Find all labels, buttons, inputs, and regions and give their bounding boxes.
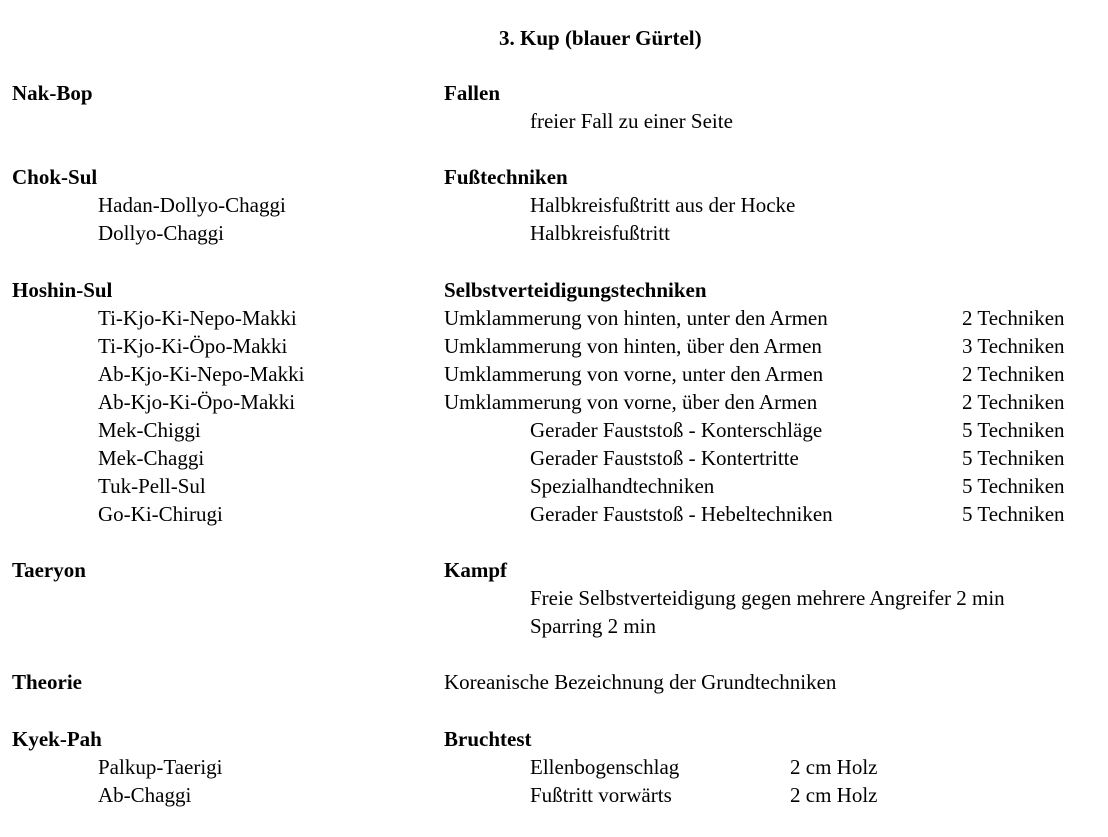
hoshinsul-term: Ab-Kjo-Ki-Nepo-Makki [98, 362, 305, 386]
hoshinsul-count: 2 Techniken [962, 362, 1065, 386]
kyekpah-term: Palkup-Taerigi [98, 755, 223, 779]
bruchtest-amount: 2 cm Holz [790, 783, 878, 807]
section-label-kyekpah: Kyek-Pah [12, 727, 102, 751]
hoshinsul-description: Gerader Fauststoß - Konterschläge [530, 418, 823, 442]
hoshinsul-term: Ab-Kjo-Ki-Öpo-Makki [98, 390, 296, 414]
hoshinsul-count: 5 Techniken [962, 418, 1065, 442]
theorie-text: Koreanische Bezeichnung der Grundtechniken [444, 670, 837, 694]
hoshinsul-term: Go-Ki-Chirugi [98, 502, 223, 526]
section-label-choksul: Chok-Sul [12, 165, 98, 189]
hoshinsul-term: Ti-Kjo-Ki-Öpo-Makki [98, 334, 288, 358]
section-label-nakbop: Nak-Bop [12, 81, 93, 105]
page-title: 3. Kup (blauer Gürtel) [499, 26, 702, 50]
section-label-theorie: Theorie [12, 670, 82, 694]
hoshinsul-description: Umklammerung von hinten, unter den Armen [444, 306, 828, 330]
hoshinsul-count: 3 Techniken [962, 334, 1065, 358]
section-heading-fallen: Fallen [444, 81, 500, 105]
kyekpah-term: Ab-Chaggi [98, 783, 192, 807]
section-heading-fusstechniken: Fußtechniken [444, 165, 568, 189]
choksul-line: Halbkreisfußtritt aus der Hocke [530, 193, 796, 217]
kampf-line: Sparring 2 min [530, 614, 656, 638]
hoshinsul-term: Mek-Chaggi [98, 446, 205, 470]
hoshinsul-description: Umklammerung von vorne, über den Armen [444, 390, 818, 414]
section-heading-selbstverteidigung: Selbstverteidigungstechniken [444, 278, 707, 302]
choksul-line: Halbkreisfußtritt [530, 221, 670, 245]
hoshinsul-description: Gerader Fauststoß - Kontertritte [530, 446, 799, 470]
hoshinsul-description: Gerader Fauststoß - Hebeltechniken [530, 502, 833, 526]
hoshinsul-count: 2 Techniken [962, 390, 1065, 414]
bruchtest-line: Ellenbogenschlag [530, 755, 680, 779]
kampf-line: Freie Selbstverteidigung gegen mehrere Angreifer 2 min [530, 586, 1005, 610]
hoshinsul-description: Umklammerung von vorne, unter den Armen [444, 362, 824, 386]
bruchtest-amount: 2 cm Holz [790, 755, 878, 779]
choksul-term: Hadan-Dollyo-Chaggi [98, 193, 286, 217]
hoshinsul-count: 2 Techniken [962, 306, 1065, 330]
section-label-taeryon: Taeryon [12, 558, 86, 582]
fallen-line: freier Fall zu einer Seite [530, 109, 733, 133]
hoshinsul-count: 5 Techniken [962, 474, 1065, 498]
section-heading-bruchtest: Bruchtest [444, 727, 532, 751]
section-label-hoshinsul: Hoshin-Sul [12, 278, 113, 302]
hoshinsul-term: Tuk-Pell-Sul [98, 474, 206, 498]
hoshinsul-description: Spezialhandtechniken [530, 474, 715, 498]
hoshinsul-count: 5 Techniken [962, 446, 1065, 470]
hoshinsul-count: 5 Techniken [962, 502, 1065, 526]
hoshinsul-term: Mek-Chiggi [98, 418, 201, 442]
bruchtest-line: Fußtritt vorwärts [530, 783, 672, 807]
section-heading-kampf: Kampf [444, 558, 507, 582]
choksul-term: Dollyo-Chaggi [98, 221, 224, 245]
hoshinsul-term: Ti-Kjo-Ki-Nepo-Makki [98, 306, 297, 330]
hoshinsul-description: Umklammerung von hinten, über den Armen [444, 334, 822, 358]
